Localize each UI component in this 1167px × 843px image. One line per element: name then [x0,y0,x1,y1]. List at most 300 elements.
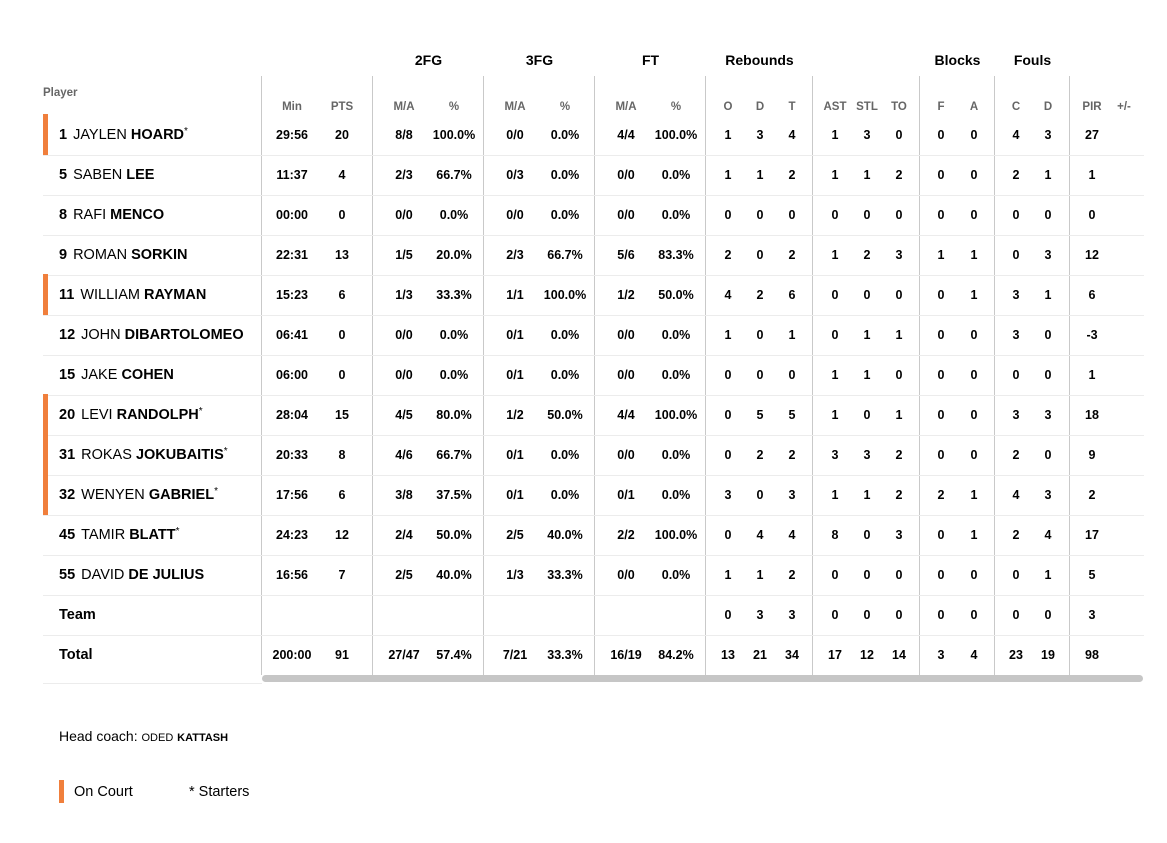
col-header-ast: AST [823,101,847,113]
player-last-name: RAYMAN [144,287,207,303]
stat-cell-foul-c: 4 [1012,488,1020,502]
stat-cell-fg3-pct: 40.0% [547,528,583,542]
player-name[interactable] [59,395,203,435]
stat-cell-min: 20:33 [276,448,308,462]
total-row-label: Total [59,647,93,663]
stat-cell-reb-d: 4 [756,528,764,542]
player-name[interactable] [59,355,174,395]
stat-cell-blk-f: 1 [937,248,945,262]
starter-marker: * [198,406,203,417]
stat-cell-reb-t: 34 [785,648,799,662]
stat-cell-stl: 0 [863,568,871,582]
player-first-name: JOHN [81,327,121,343]
group-header-3fg: 3FG [525,52,554,68]
stat-cell-blk-a: 0 [970,608,978,622]
stat-cell-fg3-ma: 0/1 [506,368,524,382]
stat-cell-min: 17:56 [276,488,308,502]
stat-cell-foul-d: 3 [1044,248,1052,262]
stat-cell-pir: 27 [1085,128,1099,142]
col-header-to: TO [891,101,907,113]
stat-cell-fg3-pct: 0.0% [550,128,580,142]
stat-cell-fg3-pct: 0.0% [550,488,580,502]
stat-cell-ast: 1 [831,368,839,382]
player-first-name: LEVI [81,407,113,423]
player-last-name: DE JULIUS [128,567,205,583]
stat-cell-fg3-ma: 0/0 [506,128,524,142]
stat-cell-fg2-ma: 3/8 [395,488,413,502]
stat-cell-pir: 18 [1085,408,1099,422]
player-number: 55 [59,567,76,583]
col-header-reb-o: O [723,101,733,113]
player-name[interactable] [59,515,180,555]
stat-cell-fg3-ma: 1/1 [506,288,524,302]
stat-cell-foul-d: 3 [1044,128,1052,142]
stat-cell-pir: 6 [1088,288,1096,302]
col-header-min: Min [282,101,302,113]
stat-cell-blk-a: 0 [970,328,978,342]
stat-cell-fg2-pct: 66.7% [436,448,472,462]
stat-cell-min: 29:56 [276,128,308,142]
stat-cell-reb-o: 1 [724,568,732,582]
stat-cell-to: 2 [895,448,903,462]
stat-cell-foul-c: 2 [1012,168,1020,182]
head-coach-label: Head coach: [59,728,138,744]
group-header-fouls: Fouls [1013,52,1052,68]
player-first-name: RAFI [73,207,107,223]
stat-cell-fg2-ma: 2/3 [395,168,413,182]
stat-cell-foul-d: 0 [1044,328,1052,342]
stat-cell-ft-pct: 0.0% [661,168,691,182]
stat-cell-foul-d: 0 [1044,448,1052,462]
player-last-name: JOKUBAITIS [135,447,224,463]
player-name[interactable] [59,275,206,315]
stat-cell-fg2-pct: 0.0% [439,368,469,382]
stat-cell-reb-o: 0 [724,368,732,382]
col-header-ft-pct: % [670,101,682,113]
player-name[interactable] [59,555,204,595]
stat-cell-blk-a: 0 [970,408,978,422]
stat-cell-pts: 91 [335,648,349,662]
stat-cell-foul-d: 4 [1044,528,1052,542]
player-name[interactable] [59,315,244,355]
player-number: 12 [59,327,76,343]
stat-cell-stl: 0 [863,208,871,222]
stat-cell-fg2-ma: 8/8 [395,128,413,142]
stat-cell-fg3-ma: 0/0 [506,208,524,222]
stat-cell-foul-d: 1 [1044,168,1052,182]
stat-cell-reb-o: 0 [724,608,732,622]
stat-cell-stl: 1 [863,488,871,502]
stat-cell-stl: 0 [863,608,871,622]
stat-cell-pts: 12 [335,528,349,542]
stat-cell-blk-a: 0 [970,568,978,582]
col-header-stl: STL [856,101,878,113]
stat-cell-ft-ma: 0/0 [617,568,635,582]
player-number: 5 [59,167,68,183]
stat-cell-min: 22:31 [276,248,308,262]
stat-cell-foul-c: 2 [1012,528,1020,542]
stat-cell-reb-d: 2 [756,288,764,302]
stat-cell-fg3-ma: 0/1 [506,448,524,462]
stat-cell-foul-d: 3 [1044,408,1052,422]
player-first-name: ROKAS [81,447,132,463]
stat-cell-ft-pct: 50.0% [658,288,694,302]
player-first-name: TAMIR [81,527,126,543]
player-last-name: GABRIEL [148,487,215,503]
stat-cell-reb-t: 2 [788,448,796,462]
stat-cell-ft-pct: 0.0% [661,208,691,222]
col-header-plus-minus: +/- [1117,101,1131,113]
stat-cell-to: 0 [895,368,903,382]
stat-cell-reb-t: 2 [788,168,796,182]
col-header-reb-t: T [788,101,796,113]
stat-cell-stl: 1 [863,168,871,182]
stat-cell-to: 0 [895,128,903,142]
stat-cell-reb-o: 0 [724,208,732,222]
player-number: 45 [59,527,76,543]
player-last-name: MENCO [110,207,165,223]
stat-cell-blk-f: 0 [937,608,945,622]
stat-cell-min: 200:00 [272,648,312,662]
stat-cell-ft-pct: 84.2% [658,648,694,662]
col-header-foul-d: D [1043,101,1053,113]
stat-cell-ft-ma: 0/1 [617,488,635,502]
starters-legend-label: * Starters [189,784,250,800]
group-header-blocks: Blocks [934,52,981,68]
table-row [43,395,1144,436]
stat-cell-foul-d: 0 [1044,608,1052,622]
stat-cell-min: 00:00 [276,208,308,222]
stat-cell-blk-f: 0 [937,528,945,542]
col-header-fg2-ma: M/A [393,101,415,113]
stat-cell-blk-a: 1 [970,288,978,302]
stat-cell-stl: 1 [863,368,871,382]
stat-cell-pir: 98 [1085,648,1099,662]
stat-cell-blk-a: 1 [970,488,978,502]
player-name[interactable] [59,195,164,235]
stat-cell-ast: 1 [831,128,839,142]
stat-cell-fg2-pct: 100.0% [432,128,476,142]
stat-cell-reb-o: 0 [724,448,732,462]
col-header-reb-d: D [755,101,765,113]
stat-cell-ft-ma: 4/4 [617,128,635,142]
stat-cell-ast: 17 [828,648,842,662]
stat-cell-pts: 6 [338,488,346,502]
stat-cell-foul-c: 2 [1012,448,1020,462]
table-row [43,235,1144,276]
col-header-fg3-ma: M/A [504,101,526,113]
stat-cell-fg2-ma: 2/5 [395,568,413,582]
stat-cell-blk-f: 0 [937,408,945,422]
stat-cell-ft-ma: 1/2 [617,288,635,302]
stat-cell-min: 24:23 [276,528,308,542]
stat-cell-reb-t: 2 [788,248,796,262]
stat-cell-fg2-pct: 80.0% [436,408,472,422]
team-row [43,595,1144,636]
stat-cell-fg2-pct: 0.0% [439,208,469,222]
stat-cell-min: 15:23 [276,288,308,302]
table-row [43,355,1144,396]
stat-cell-reb-d: 0 [756,328,764,342]
stat-cell-ft-pct: 0.0% [661,328,691,342]
stat-cell-to: 2 [895,168,903,182]
table-row [43,195,1144,236]
stat-cell-reb-d: 1 [756,568,764,582]
player-number: 31 [59,447,76,463]
stat-cell-fg2-ma: 0/0 [395,208,413,222]
stat-cell-stl: 1 [863,328,871,342]
table-row [43,435,1144,476]
stat-cell-reb-o: 1 [724,128,732,142]
stat-cell-reb-d: 0 [756,248,764,262]
stat-cell-reb-d: 5 [756,408,764,422]
stat-cell-reb-d: 21 [753,648,767,662]
stat-cell-fg2-pct: 57.4% [436,648,472,662]
stat-cell-pir: 0 [1088,208,1096,222]
stat-cell-foul-c: 3 [1012,408,1020,422]
stat-cell-fg2-ma: 27/47 [388,648,420,662]
stat-cell-pts: 0 [338,368,346,382]
stat-cell-ast: 8 [831,528,839,542]
stat-cell-ft-ma: 0/0 [617,448,635,462]
stat-cell-foul-c: 3 [1012,288,1020,302]
stat-cell-pir: 17 [1085,528,1099,542]
player-number: 20 [59,407,76,423]
stat-cell-blk-a: 0 [970,168,978,182]
team-row-label: Team [59,607,96,623]
stat-cell-fg3-ma: 0/1 [506,488,524,502]
col-header-blk-f: F [937,101,945,113]
stat-cell-foul-c: 23 [1009,648,1023,662]
stat-cell-ast: 0 [831,568,839,582]
stat-cell-foul-d: 3 [1044,488,1052,502]
stat-cell-fg3-ma: 0/3 [506,168,524,182]
stat-cell-fg3-pct: 50.0% [547,408,583,422]
head-coach-first-name: ODED [141,732,174,744]
stat-cell-ft-ma: 4/4 [617,408,635,422]
stat-cell-ft-pct: 100.0% [654,408,698,422]
stat-cell-ft-ma: 0/0 [617,328,635,342]
stat-cell-fg2-ma: 4/5 [395,408,413,422]
stat-cell-foul-d: 0 [1044,208,1052,222]
stat-cell-foul-c: 0 [1012,568,1020,582]
player-last-name: COHEN [121,367,174,383]
table-row [43,555,1144,596]
stat-cell-blk-f: 0 [937,168,945,182]
player-first-name: ROMAN [73,247,128,263]
head-coach [59,728,228,744]
player-name[interactable] [59,155,154,195]
table-row [43,515,1144,556]
stat-cell-ft-ma: 0/0 [617,168,635,182]
stat-cell-pts: 6 [338,288,346,302]
stat-cell-ast: 1 [831,408,839,422]
stat-cell-reb-o: 1 [724,328,732,342]
stat-cell-fg3-pct: 0.0% [550,208,580,222]
on-court-indicator [43,394,48,435]
group-header-rebounds: Rebounds [725,52,794,68]
stat-cell-reb-d: 0 [756,368,764,382]
stat-cell-fg2-pct: 66.7% [436,168,472,182]
stat-cell-fg2-ma: 0/0 [395,328,413,342]
stat-cell-stl: 2 [863,248,871,262]
stat-cell-blk-f: 0 [937,568,945,582]
stat-cell-stl: 3 [863,448,871,462]
player-first-name: JAKE [81,367,118,383]
col-header-pts: PTS [330,101,354,113]
player-number: 8 [59,207,68,223]
stat-cell-pts: 7 [338,568,346,582]
stat-cell-blk-a: 1 [970,528,978,542]
stat-cell-fg2-pct: 20.0% [436,248,472,262]
stat-cell-to: 14 [892,648,906,662]
stat-cell-ft-ma: 5/6 [617,248,635,262]
table-row [43,275,1144,316]
stat-cell-to: 0 [895,608,903,622]
stat-cell-pir: 3 [1088,608,1096,622]
stat-cell-reb-t: 0 [788,208,796,222]
stat-cell-ft-ma: 2/2 [617,528,635,542]
stat-cell-blk-a: 0 [970,208,978,222]
stat-cell-reb-d: 0 [756,488,764,502]
stat-cell-fg3-pct: 100.0% [543,288,587,302]
stat-cell-fg2-ma: 0/0 [395,368,413,382]
player-number: 11 [59,287,75,303]
stat-cell-stl: 3 [863,128,871,142]
player-column-header: Player [43,87,78,99]
stat-cell-stl: 0 [863,528,871,542]
stat-cell-blk-a: 4 [970,648,978,662]
stat-cell-reb-t: 4 [788,528,796,542]
stat-cell-ast: 1 [831,248,839,262]
stat-cell-min: 11:37 [276,168,308,182]
stat-cell-pir: 12 [1085,248,1099,262]
col-header-fg3-pct: % [559,101,571,113]
stat-cell-pts: 0 [338,208,346,222]
col-header-ft-ma: M/A [615,101,637,113]
stat-cell-ast: 1 [831,168,839,182]
stat-cell-fg3-ma: 0/1 [506,328,524,342]
starter-marker: * [175,526,180,537]
stat-cell-ast: 3 [831,448,839,462]
player-name[interactable] [59,115,188,155]
group-header-2fg: 2FG [414,52,443,68]
stat-cell-reb-o: 1 [724,168,732,182]
stat-cell-pir: 1 [1088,368,1096,382]
stat-cell-ft-pct: 0.0% [661,568,691,582]
stat-cell-pts: 20 [335,128,349,142]
on-court-indicator [43,434,48,475]
stat-cell-ast: 0 [831,328,839,342]
player-last-name: LEE [126,167,155,183]
player-name[interactable] [59,235,188,275]
stat-cell-ft-ma: 16/19 [610,648,642,662]
player-number: 9 [59,247,68,263]
table-row [43,115,1144,156]
stat-cell-ft-pct: 0.0% [661,488,691,502]
stat-cell-blk-f: 0 [937,288,945,302]
stat-cell-reb-t: 6 [788,288,796,302]
stat-cell-blk-a: 0 [970,368,978,382]
stat-cell-ft-ma: 0/0 [617,368,635,382]
col-header-pir: PIR [1082,101,1102,113]
stat-cell-foul-c: 0 [1012,208,1020,222]
stat-cell-reb-d: 0 [756,208,764,222]
stat-cell-to: 1 [895,408,903,422]
stat-cell-foul-d: 1 [1044,568,1052,582]
stat-cell-ast: 0 [831,608,839,622]
stat-cell-pir: 2 [1088,488,1096,502]
player-name[interactable] [59,475,218,515]
starter-marker: * [214,486,218,497]
stat-cell-ast: 1 [831,488,839,502]
stat-cell-reb-o: 13 [721,648,735,662]
stat-cell-reb-o: 4 [724,288,732,302]
stat-cell-ft-pct: 0.0% [661,448,691,462]
stat-cell-reb-t: 3 [788,608,796,622]
stat-cell-foul-c: 0 [1012,608,1020,622]
horizontal-scrollbar[interactable] [262,675,1143,682]
stat-cell-fg2-ma: 4/6 [395,448,413,462]
on-court-legend-swatch [59,780,64,803]
stat-cell-fg2-pct: 33.3% [436,288,472,302]
stat-cell-to: 0 [895,208,903,222]
stat-cell-foul-c: 0 [1012,248,1020,262]
stat-cell-ast: 0 [831,208,839,222]
player-number: 1 [59,127,68,143]
stat-cell-reb-o: 3 [724,488,732,502]
player-last-name: BLATT [129,527,176,543]
player-first-name: WENYEN [81,487,145,503]
stat-cell-pir: 5 [1088,568,1096,582]
stat-cell-blk-f: 0 [937,128,945,142]
on-court-indicator [43,274,48,315]
stat-cell-fg2-ma: 2/4 [395,528,413,542]
stat-cell-fg3-pct: 0.0% [550,448,580,462]
stat-cell-stl: 0 [863,288,871,302]
player-first-name: SABEN [73,167,123,183]
stat-cell-fg3-ma: 1/3 [506,568,524,582]
group-header-ft: FT [641,52,660,68]
player-first-name: DAVID [81,567,125,583]
stat-cell-fg3-pct: 0.0% [550,368,580,382]
stat-cell-ast: 0 [831,288,839,302]
stat-cell-blk-f: 0 [937,368,945,382]
stat-cell-fg2-pct: 50.0% [436,528,472,542]
stat-cell-stl: 0 [863,408,871,422]
stat-cell-ft-pct: 83.3% [658,248,694,262]
head-coach-last-name: KATTASH [177,732,229,744]
stat-cell-reb-t: 3 [788,488,796,502]
stat-cell-reb-d: 3 [756,128,764,142]
player-number: 15 [59,367,76,383]
stat-cell-to: 0 [895,288,903,302]
stat-cell-reb-d: 2 [756,448,764,462]
stat-cell-fg3-ma: 7/21 [502,648,528,662]
stat-cell-reb-t: 0 [788,368,796,382]
stat-cell-ft-ma: 0/0 [617,208,635,222]
stat-cell-foul-d: 0 [1044,368,1052,382]
stat-cell-foul-d: 1 [1044,288,1052,302]
player-name[interactable] [59,435,228,475]
stat-cell-foul-c: 0 [1012,368,1020,382]
stat-cell-reb-t: 4 [788,128,796,142]
stat-cell-fg3-pct: 33.3% [547,568,583,582]
stat-cell-reb-o: 2 [724,248,732,262]
on-court-indicator [43,474,48,515]
stat-cell-fg3-pct: 66.7% [547,248,583,262]
stat-cell-to: 3 [895,528,903,542]
